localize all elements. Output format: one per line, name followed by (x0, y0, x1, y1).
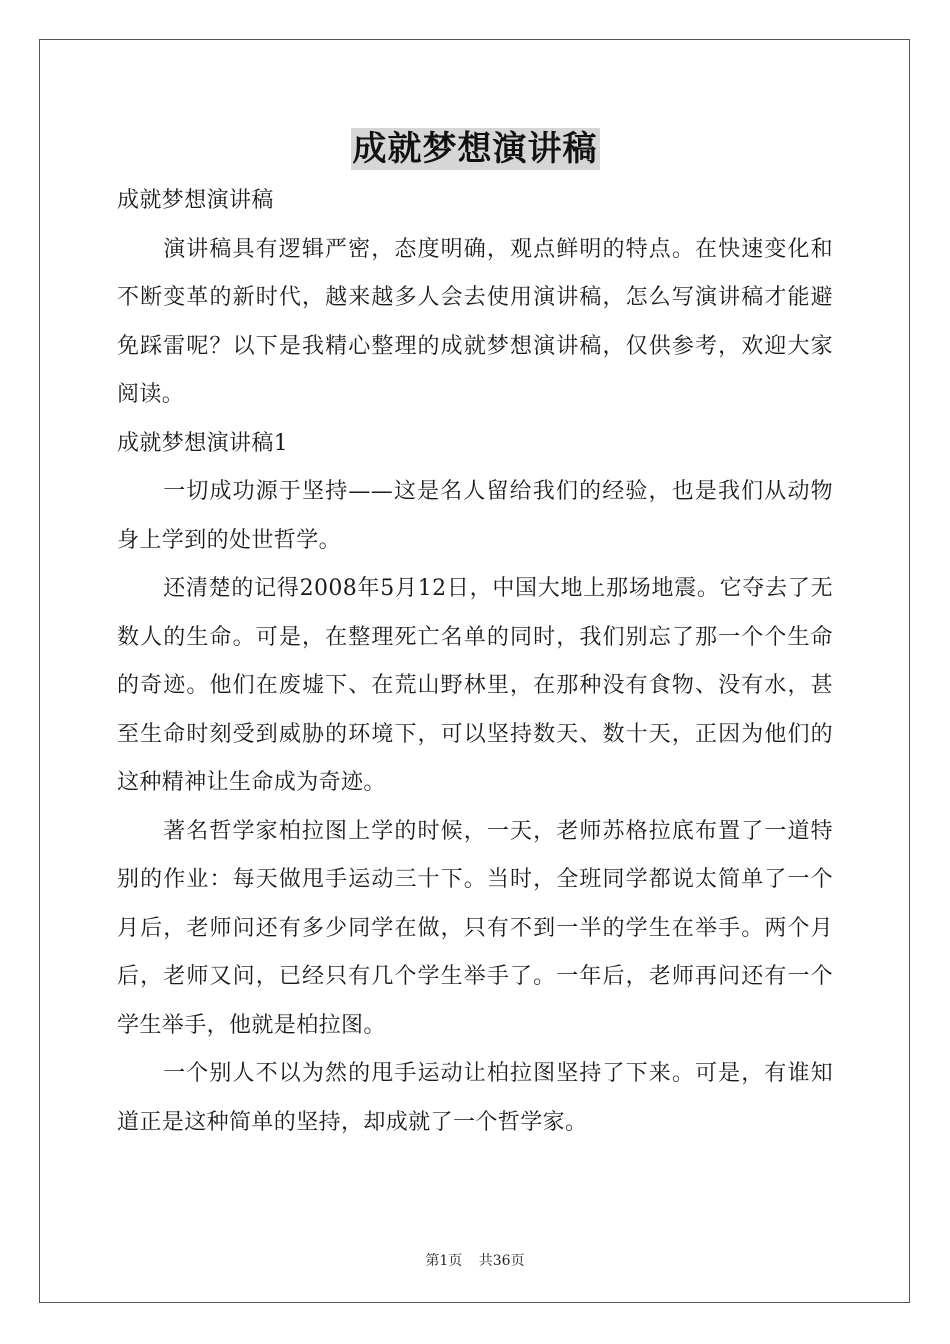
document-body (117, 177, 833, 1147)
paragraph-body: 一切成功源于坚持——这是名人留给我们的经验，也是我们从动物身上学到的处世哲学。 (117, 479, 833, 553)
paragraph-heading: 成就梦想演讲稿 (117, 188, 274, 213)
title-container (0, 128, 950, 170)
paragraph-body: 还清楚的记得2008年5月12日，中国大地上那场地震。它夺去了无数人的生命。可是，在整理死亡名单的同时，我们别忘了那一个个生命的奇迹。他们在废墟下、在荒山野林里，在那种没有食物、没有水，甚至生命时刻受到威胁的环境下，可以坚持数天、数十天，正因为他们的这种精神让生命成为奇迹。 (117, 576, 833, 795)
document-title: 成就梦想演讲稿 (352, 129, 598, 169)
paragraph-section-heading: 成就梦想演讲稿1 (117, 430, 289, 456)
paragraph-intro: 演讲稿具有逻辑严密，态度明确，观点鲜明的特点。在快速变化和不断变革的新时代，越来越多人会去使用演讲稿，怎么写演讲稿才能避免踩雷呢？以下是我精心整理的成就梦想演讲稿，仅供参考，欢迎大家阅读。 (117, 236, 833, 407)
page-number: 第1页 (425, 1253, 463, 1269)
page-footer (0, 1250, 950, 1270)
paragraph-body: 一个别人不以为然的甩手运动让柏拉图坚持了下来。可是，有谁知道正是这种简单的坚持，却成就了一个哲学家。 (117, 1061, 833, 1135)
page-total: 共36页 (478, 1253, 525, 1269)
paragraph-body: 著名哲学家柏拉图上学的时候，一天，老师苏格拉底布置了一道特别的作业：每天做甩手运动三十下。当时，全班同学都说太简单了一个月后，老师问还有多少同学在做，只有不到一半的学生在举手。两个月后，老师又问，已经只有几个学生举手了。一年后，老师再问还有一个学生举手，他就是柏拉图。 (117, 818, 833, 1038)
